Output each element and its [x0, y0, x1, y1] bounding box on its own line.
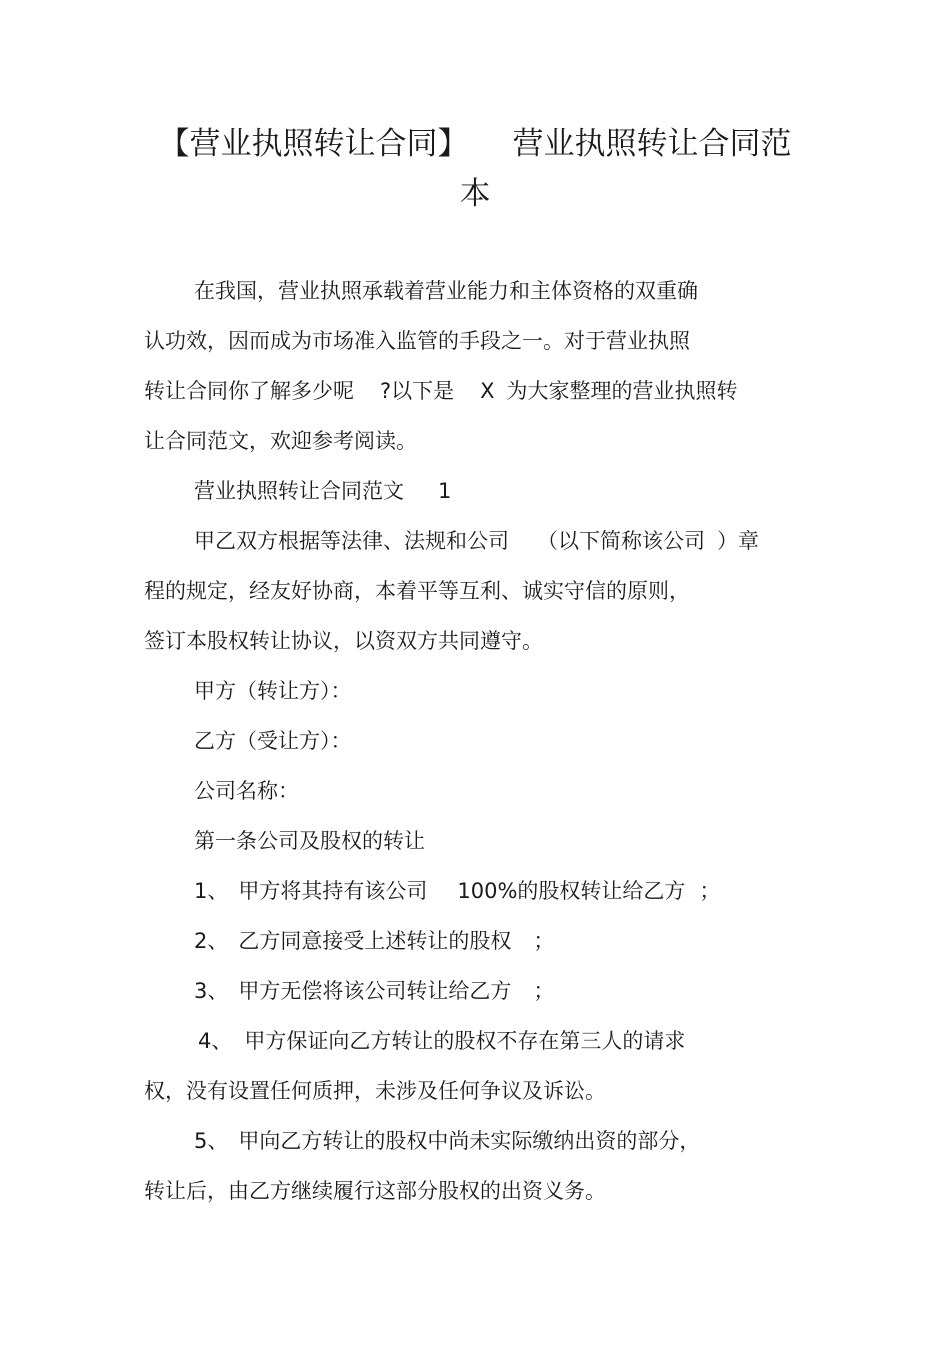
preamble-line-1: 甲乙双方根据等法律、法规和公司 （以下简称该公司 ）章	[194, 529, 759, 553]
article-item-3: 3、 甲方无偿将该公司转让给乙方 ；	[194, 979, 555, 1003]
document-title-line-2: 本	[459, 176, 491, 212]
intro-line-1: 在我国，营业执照承载着营业能力和主体资格的双重确	[194, 279, 698, 303]
party-a-label: 甲方（转让方）：	[194, 679, 352, 703]
title-main: 营业执照转让合同范	[512, 126, 792, 162]
article-item-5-continued: 转让后，由乙方继续履行这部分股权的出资义务。	[144, 1179, 606, 1203]
document-title-line-1	[100, 120, 850, 168]
intro-line-3: 转让合同你了解多少呢 ?以下是 X 为大家整理的营业执照转	[144, 379, 738, 403]
party-b-label: 乙方（受让方）：	[194, 729, 352, 753]
sample-heading: 营业执照转让合同范文 1	[194, 479, 452, 503]
article-item-4: 4、 甲方保证向乙方转让的股权不存在第三人的请求	[198, 1029, 686, 1053]
preamble-line-2: 程的规定，经友好协商，本着平等互利、诚实守信的原则，	[144, 579, 690, 603]
article-item-4-continued: 权，没有设置任何质押，未涉及任何争议及诉讼。	[144, 1079, 606, 1103]
intro-line-4: 让合同范文，欢迎参考阅读。	[144, 429, 417, 453]
title-bracketed: 【营业执照转让合同】	[158, 126, 469, 162]
company-name-label: 公司名称：	[194, 779, 299, 803]
article-item-1: 1、 甲方将其持有该公司 100%的股权转让给乙方 ；	[194, 879, 721, 903]
article-item-5: 5、 甲向乙方转让的股权中尚未实际缴纳出资的部分，	[194, 1129, 701, 1153]
article-1-heading: 第一条公司及股权的转让	[194, 829, 425, 853]
preamble-line-3: 签订本股权转让协议，以资双方共同遵守。	[144, 629, 543, 653]
article-item-2: 2、 乙方同意接受上述转让的股权 ；	[194, 929, 555, 953]
intro-line-2: 认功效，因而成为市场准入监管的手段之一。对于营业执照	[144, 329, 690, 353]
